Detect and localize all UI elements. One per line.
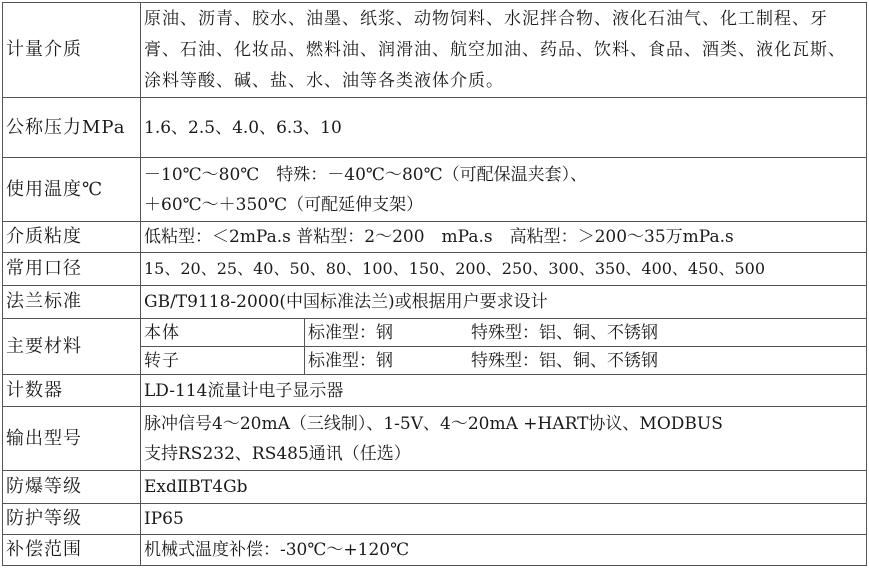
material-body-spec [305, 319, 867, 347]
label-protection: 防护等级 [3, 504, 141, 535]
temperature-line-1: －10℃～80℃ 特殊：－40℃～80℃（可配保温夹套）、 [144, 164, 588, 185]
label-temperature: 使用温度℃ [3, 158, 141, 222]
row-compensation [3, 535, 867, 566]
value-diameter: 15、20、25、40、50、80、100、150、200、250、300、350、400、450、500 [141, 253, 867, 286]
row-output [3, 407, 867, 471]
label-diameter: 常用口径 [3, 253, 141, 286]
spec-table [2, 2, 867, 566]
row-temperature [3, 158, 867, 222]
material-body-special: 特殊型：铝、铜、不锈钢 [471, 322, 658, 343]
row-counter [3, 375, 867, 407]
value-explosion: ExdⅡBT4Gb [141, 471, 867, 504]
output-line-1: 脉冲信号4～20mA（三线制）、1-5V、4～20mA +HART协议、MODBUS [144, 413, 723, 434]
material-rotor-part: 转子 [141, 347, 305, 375]
value-compensation: 机械式温度补偿：-30℃～+120℃ [141, 535, 867, 566]
label-explosion: 防爆等级 [3, 471, 141, 504]
row-flange [3, 286, 867, 319]
value-counter: LD-114流量计电子显示器 [141, 375, 867, 407]
label-flange: 法兰标准 [3, 286, 141, 319]
row-diameter [3, 253, 867, 286]
material-rotor-standard: 标准型：钢 [308, 350, 393, 371]
material-rotor-special: 特殊型：铝、铜、不锈钢 [471, 350, 658, 371]
label-material: 主要材料 [3, 319, 141, 375]
value-flange: GB/T9118-2000(中国标准法兰)或根据用户要求设计 [141, 286, 867, 319]
row-material-body [3, 319, 867, 347]
value-protection: IP65 [141, 504, 867, 535]
material-body-standard: 标准型：钢 [308, 322, 393, 343]
output-line-2: 支持RS232、RS485通讯（任选） [144, 443, 411, 464]
row-medium [3, 3, 867, 98]
material-rotor-spec [305, 347, 867, 375]
value-temperature [141, 158, 867, 222]
label-viscosity: 介质粘度 [3, 222, 141, 253]
value-pressure: 1.6、2.5、4.0、6.3、10 [141, 98, 867, 158]
value-viscosity: 低粘型：＜2mPa.s 普粘型：2～200 mPa.s 高粘型：＞200～35万mPa.s [141, 222, 867, 253]
value-output [141, 407, 867, 471]
label-output: 输出型号 [3, 407, 141, 471]
row-protection [3, 504, 867, 535]
value-medium: 原油、沥青、胶水、油墨、纸浆、动物饲料、水泥拌合物、液化石油气、化工制程、牙膏、石油、化妆品、燃料油、润滑油、航空加油、药品、饮料、食品、酒类、液化瓦斯、涂料等酸、碱、盐、水、油等各类液体介质。 [141, 3, 867, 98]
row-explosion [3, 471, 867, 504]
label-compensation: 补偿范围 [3, 535, 141, 566]
label-medium: 计量介质 [3, 3, 141, 98]
row-pressure [3, 98, 867, 158]
row-viscosity [3, 222, 867, 253]
material-body-part: 本体 [141, 319, 305, 347]
label-pressure: 公称压力MPa [3, 98, 141, 158]
temperature-line-2: ＋60℃～＋350℃（可配延伸支架） [144, 194, 424, 215]
label-counter: 计数器 [3, 375, 141, 407]
